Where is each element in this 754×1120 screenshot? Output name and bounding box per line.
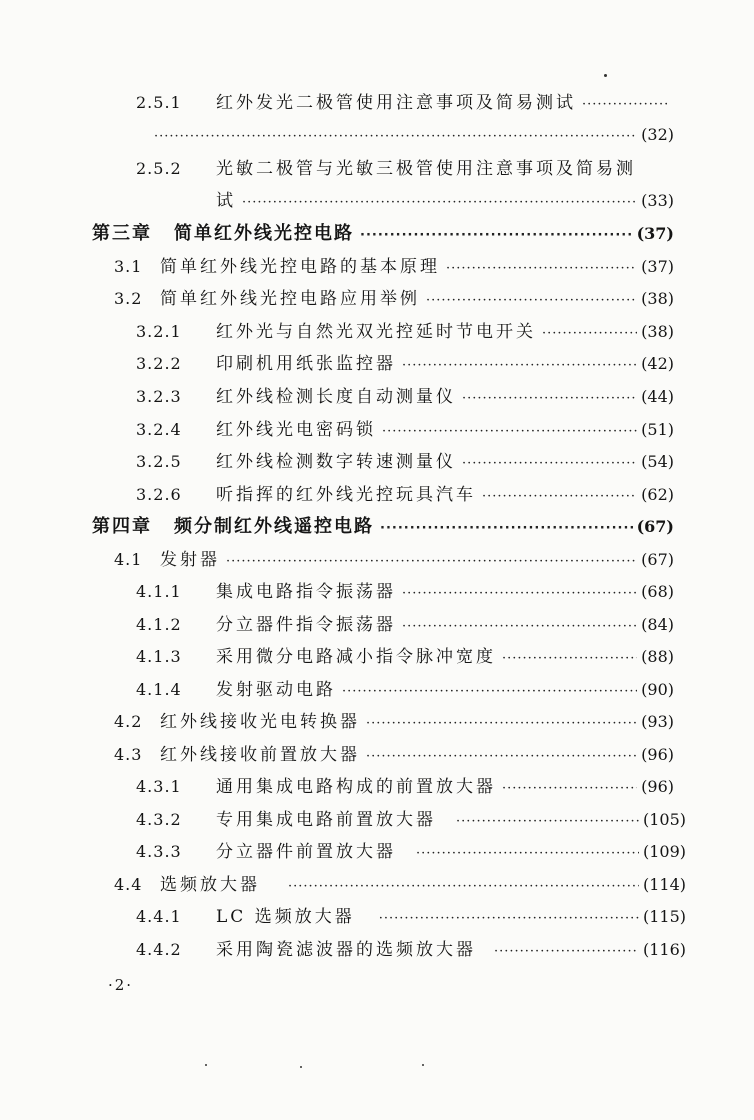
entry-title: 红外线接收前置放大器 xyxy=(160,745,360,765)
entry-number: 4.4.1 xyxy=(136,907,182,926)
toc-entry-2-5-1-continuation xyxy=(148,120,674,150)
leader-dots xyxy=(402,351,637,381)
entry-title: 分立器件指令振荡器 xyxy=(216,615,396,635)
leader-dots xyxy=(342,677,637,707)
entry-page: (33) xyxy=(641,191,674,210)
leader-dots xyxy=(366,742,637,772)
chapter-title: 简单红外线光控电路 xyxy=(174,223,354,244)
entry-title: LC 选频放大器 xyxy=(216,907,355,927)
scan-speck xyxy=(422,1064,424,1066)
entry-page: (88) xyxy=(641,647,674,666)
entry-page: (37) xyxy=(636,224,674,243)
leader-dots xyxy=(446,254,637,284)
leader-dots xyxy=(288,872,639,902)
entry-title: 简单红外线光控电路应用举例 xyxy=(160,289,420,309)
entry-title: 分立器件前置放大器 xyxy=(216,842,396,862)
leader-dots xyxy=(482,482,637,512)
entry-title: 采用微分电路减小指令脉冲宽度 xyxy=(216,647,496,667)
entry-number: 4.2 xyxy=(114,712,143,731)
leader-dots xyxy=(456,807,639,837)
leader-dots xyxy=(582,90,670,120)
leader-dots xyxy=(462,384,637,414)
entry-number: 3.2 xyxy=(114,289,143,308)
entry-number: 3.2.6 xyxy=(136,485,182,504)
entry-number: 2.5.2 xyxy=(136,159,182,178)
entry-number: 3.2.5 xyxy=(136,452,182,471)
toc-entry-2-5-2-continuation xyxy=(216,186,674,216)
toc-section-3-2-3 xyxy=(136,382,674,412)
leader-dots xyxy=(379,904,639,934)
toc-entry-2-5-2 xyxy=(136,154,674,184)
entry-number: 3.2.1 xyxy=(136,322,182,341)
leader-dots xyxy=(154,122,637,152)
entry-page: (67) xyxy=(636,517,674,536)
toc-section-3-2-5 xyxy=(136,447,674,477)
entry-page: (109) xyxy=(642,842,686,861)
toc-section-4-1-2 xyxy=(136,610,674,640)
entry-page: (38) xyxy=(641,289,674,308)
entry-title: 采用陶瓷滤波器的选频放大器 xyxy=(216,940,476,960)
entry-number: 4.1.2 xyxy=(136,615,182,634)
toc-section-3-1 xyxy=(114,252,674,282)
entry-title: 红外线检测长度自动测量仪 xyxy=(216,387,456,407)
toc-section-3-2-4 xyxy=(136,415,674,445)
entry-number: 4.3.3 xyxy=(136,842,182,861)
toc-section-3-2-2 xyxy=(136,349,674,379)
entry-page: (37) xyxy=(641,257,674,276)
entry-page: (115) xyxy=(642,907,686,926)
leader-dots xyxy=(366,709,637,739)
toc-section-4-1-4 xyxy=(136,675,674,705)
entry-page: (114) xyxy=(642,875,686,894)
entry-title-continued: 试 xyxy=(216,191,236,211)
entry-title: 红外线光电密码锁 xyxy=(216,420,376,440)
leader-dots xyxy=(360,221,633,251)
entry-title: 通用集成电路构成的前置放大器 xyxy=(216,777,496,797)
entry-number: 4.4.2 xyxy=(136,940,182,959)
entry-page: (38) xyxy=(641,322,674,341)
entry-number: 2.5.1 xyxy=(136,93,182,112)
entry-page: (54) xyxy=(641,452,674,471)
leader-dots xyxy=(426,286,637,316)
page-folio: ·2· xyxy=(108,976,134,994)
toc-section-4-4-1 xyxy=(136,902,686,932)
chapter-label: 第三章 xyxy=(92,223,152,244)
entry-number: 4.4 xyxy=(114,875,143,894)
leader-dots xyxy=(502,644,637,674)
toc-section-3-2-6 xyxy=(136,480,674,510)
entry-page: (51) xyxy=(641,420,674,439)
entry-title: 红外线接收光电转换器 xyxy=(160,712,360,732)
leader-dots xyxy=(226,547,637,577)
entry-page: (105) xyxy=(642,810,686,829)
entry-title: 专用集成电路前置放大器 xyxy=(216,810,436,830)
toc-section-4-4 xyxy=(114,870,686,900)
leader-dots xyxy=(382,417,637,447)
entry-page: (32) xyxy=(641,125,674,144)
toc-entry-2-5-1 xyxy=(136,88,674,118)
leader-dots xyxy=(402,579,637,609)
toc-chapter-4 xyxy=(92,512,674,542)
entry-title: 集成电路指令振荡器 xyxy=(216,582,396,602)
toc-section-4-1-1 xyxy=(136,577,674,607)
toc-section-4-1-3 xyxy=(136,642,674,672)
entry-page: (68) xyxy=(641,582,674,601)
entry-page: (90) xyxy=(641,680,674,699)
entry-number: 3.2.4 xyxy=(136,420,182,439)
entry-title: 红外光与自然光双光控延时节电开关 xyxy=(216,322,536,342)
toc-section-4-3-2 xyxy=(136,805,686,835)
entry-title: 简单红外线光控电路的基本原理 xyxy=(160,257,440,277)
scan-speck xyxy=(300,1066,302,1068)
chapter-title: 频分制红外线遥控电路 xyxy=(174,516,374,537)
entry-number: 4.3.1 xyxy=(136,777,182,796)
entry-number: 4.3.2 xyxy=(136,810,182,829)
entry-title: 发射驱动电路 xyxy=(216,680,336,700)
scan-speck xyxy=(205,1064,207,1066)
chapter-label: 第四章 xyxy=(92,516,152,537)
leader-dots xyxy=(380,514,633,544)
entry-title: 选频放大器 xyxy=(160,875,260,895)
entry-page: (84) xyxy=(641,615,674,634)
entry-number: 3.2.2 xyxy=(136,354,182,373)
entry-title: 红外发光二极管使用注意事项及简易测试 xyxy=(216,93,576,113)
entry-title: 红外线检测数字转速测量仪 xyxy=(216,452,456,472)
entry-page: (44) xyxy=(641,387,674,406)
entry-number: 4.1.3 xyxy=(136,647,182,666)
leader-dots xyxy=(494,937,639,967)
entry-page: (116) xyxy=(642,940,686,959)
leader-dots xyxy=(402,612,637,642)
toc-section-3-2-1 xyxy=(136,317,674,347)
toc-section-4-3-3 xyxy=(136,837,686,867)
toc-section-4-4-2 xyxy=(136,935,686,965)
entry-page: (67) xyxy=(641,550,674,569)
scan-speck xyxy=(604,74,607,77)
toc-section-4-1 xyxy=(114,545,674,575)
entry-page: (62) xyxy=(641,485,674,504)
toc-chapter-3 xyxy=(92,219,674,249)
entry-number: 4.1 xyxy=(114,550,143,569)
entry-number: 3.2.3 xyxy=(136,387,182,406)
entry-number: 4.1.1 xyxy=(136,582,182,601)
toc-section-4-2 xyxy=(114,707,674,737)
entry-number: 4.1.4 xyxy=(136,680,182,699)
toc-section-4-3 xyxy=(114,740,674,770)
entry-page: (42) xyxy=(641,354,674,373)
leader-dots xyxy=(416,839,639,869)
leader-dots xyxy=(542,319,637,349)
leader-dots xyxy=(502,774,637,804)
toc-section-4-3-1 xyxy=(136,772,674,802)
entry-title: 听指挥的红外线光控玩具汽车 xyxy=(216,485,476,505)
leader-dots xyxy=(242,188,637,218)
entry-title: 印刷机用纸张监控器 xyxy=(216,354,396,374)
entry-page: (96) xyxy=(641,777,674,796)
entry-number: 3.1 xyxy=(114,257,143,276)
entry-page: (96) xyxy=(641,745,674,764)
entry-title: 发射器 xyxy=(160,550,220,570)
entry-title: 光敏二极管与光敏三极管使用注意事项及简易测 xyxy=(216,159,636,179)
toc-section-3-2 xyxy=(114,284,674,314)
leader-dots xyxy=(462,449,637,479)
entry-page: (93) xyxy=(641,712,674,731)
entry-number: 4.3 xyxy=(114,745,143,764)
